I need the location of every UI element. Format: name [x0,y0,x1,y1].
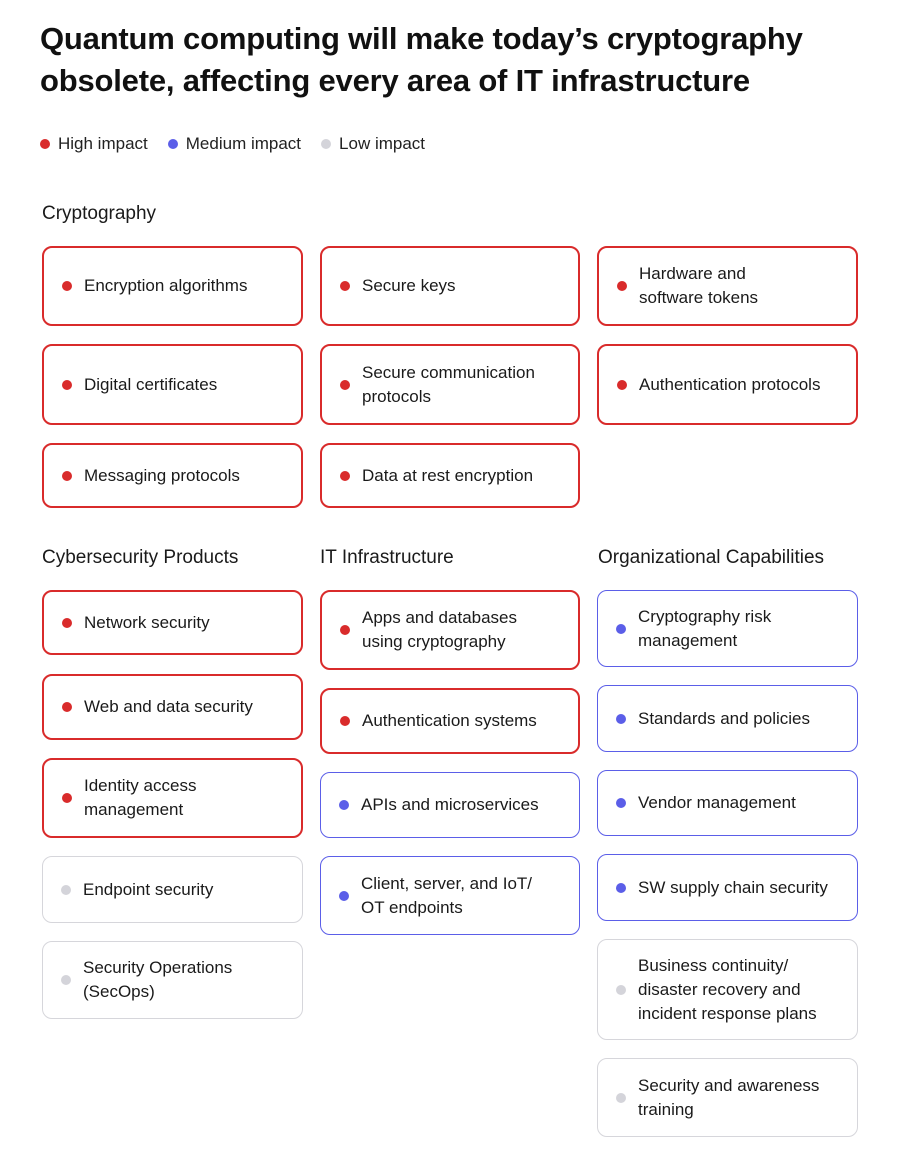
card-security-awareness-training [597,1058,858,1137]
card-business-continuity [597,939,858,1040]
legend-label: High impact [58,134,148,153]
legend-item-medium [168,134,301,154]
impact-dot-icon [339,800,349,810]
card-apis-microservices [320,772,580,838]
card-identity-access-management [42,758,303,838]
red-dot-icon [40,139,50,149]
card-secure-communication-protocols [320,344,580,425]
impact-dot-icon [616,985,626,995]
card-authentication-protocols [597,344,858,425]
card-label: Authentication protocols [639,374,821,394]
impact-dot-icon [340,471,350,481]
card-label: Apps and databases [362,608,518,627]
legend [40,133,445,155]
card-label: Web and data security [84,697,253,716]
card-endpoint-security [42,856,303,923]
section-heading-organizational-capabilities: Organizational Capabilities [598,547,825,568]
card-label: Standards and policies [638,708,811,728]
card-digital-certificates [42,344,303,425]
card-label: training [638,1099,694,1119]
card-label: disaster recovery and [638,979,801,999]
card-secure-keys [320,246,580,326]
card-label: software tokens [639,288,759,307]
card-network-security [42,590,303,655]
impact-dot-icon [616,624,626,634]
card-label: Security and awareness [638,1075,820,1095]
card-label: using cryptography [362,632,506,651]
card-label: Authentication systems [362,711,537,730]
impact-dot-icon [617,380,627,390]
section-heading-cybersecurity-products: Cybersecurity Products [42,547,239,568]
card-label: SW supply chain security [638,877,828,897]
card-label: Encryption algorithms [84,276,248,295]
impact-dot-icon [62,471,72,481]
impact-dot-icon [617,281,627,291]
card-web-data-security [42,674,303,740]
section-heading-cryptography: Cryptography [42,203,157,224]
card-client-server-iot-endpoints [320,856,580,935]
card-label: Identity access [84,776,197,795]
card-encryption-algorithms [42,246,303,326]
impact-dot-icon [616,714,626,724]
impact-dot-icon [616,798,626,808]
card-security-operations [42,941,303,1019]
card-label: Secure keys [362,276,456,295]
legend-item-high [40,134,148,154]
section-heading-it-infrastructure: IT Infrastructure [320,547,454,568]
card-label: Secure communication [362,362,535,382]
card-label: Network security [84,612,210,632]
impact-dot-icon [61,885,71,895]
impact-dot-icon [340,281,350,291]
gray-dot-icon [321,139,331,149]
card-label: OT endpoints [361,897,463,917]
legend-item-low [321,134,425,154]
card-label: protocols [362,386,431,406]
card-label: Client, server, and IoT/ [361,873,533,893]
blue-dot-icon [168,139,178,149]
card-label: management [638,630,738,650]
impact-dot-icon [62,618,72,628]
card-label: Hardware and [639,264,746,283]
card-label: Endpoint security [83,879,214,899]
page-title [40,18,860,102]
card-label: Cryptography risk [638,606,772,626]
legend-label: Low impact [339,134,426,153]
card-hardware-software-tokens [597,246,858,326]
title-line: Quantum computing will make today’s cryptography [40,21,803,56]
card-cryptography-risk-management [597,590,858,667]
card-label: Vendor management [638,793,796,812]
card-label: (SecOps) [83,982,155,1001]
impact-dot-icon [340,625,350,635]
card-authentication-systems [320,688,580,754]
card-apps-databases [320,590,580,670]
title-line: obsolete, affecting every area of IT infrastructure [40,63,750,98]
card-label: Messaging protocols [84,465,240,485]
card-label: Digital certificates [84,374,218,394]
card-label: incident response plans [638,1003,817,1023]
card-sw-supply-chain-security [597,854,858,921]
card-label: APIs and microservices [361,795,539,814]
impact-dot-icon [340,716,350,726]
card-label: management [84,800,184,819]
card-messaging-protocols [42,443,303,508]
card-label: Security Operations [83,958,233,977]
card-data-at-rest-encryption [320,443,580,508]
impact-dot-icon [616,1093,626,1103]
card-label: Business continuity/ [638,955,789,975]
impact-dot-icon [61,975,71,985]
legend-label: Medium impact [185,134,302,153]
card-vendor-management [597,770,858,836]
impact-dot-icon [62,380,72,390]
impact-dot-icon [339,891,349,901]
card-standards-policies [597,685,858,752]
impact-dot-icon [340,380,350,390]
impact-dot-icon [616,883,626,893]
impact-dot-icon [62,702,72,712]
impact-dot-icon [62,281,72,291]
impact-dot-icon [62,793,72,803]
card-label: Data at rest encryption [362,465,534,485]
